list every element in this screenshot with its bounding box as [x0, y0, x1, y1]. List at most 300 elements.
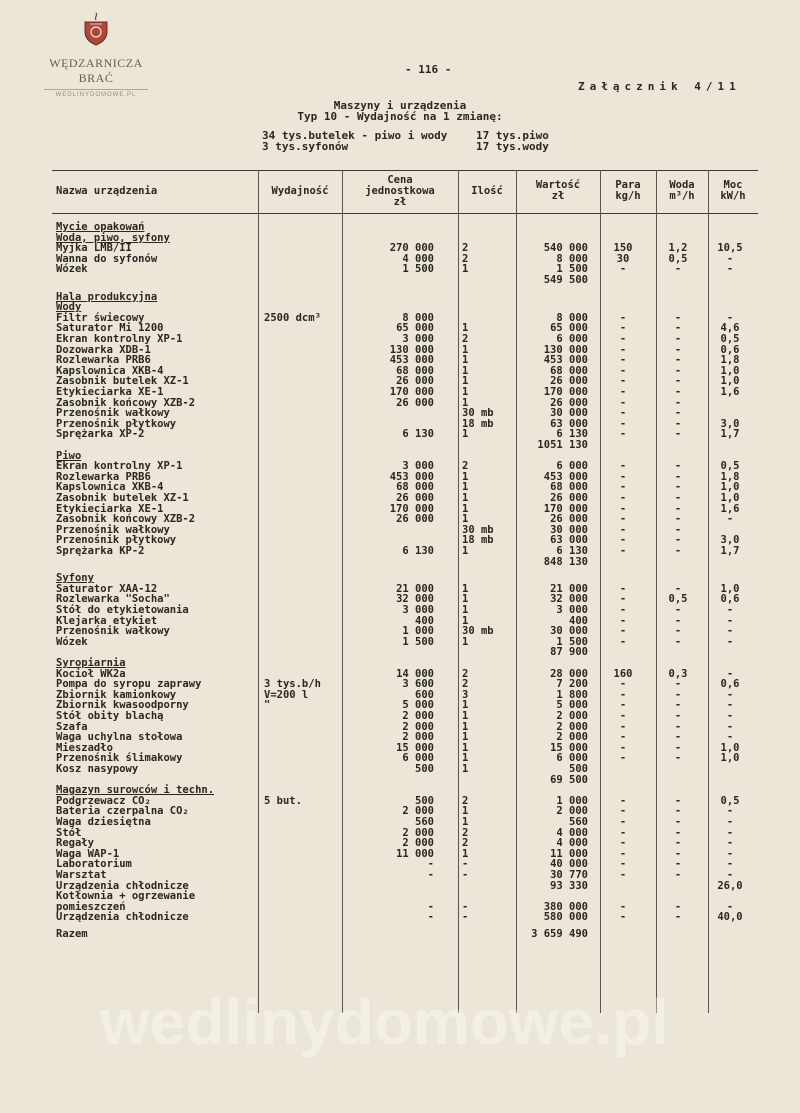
col-header-price: Cena jednostkowa zł [365, 174, 435, 208]
cell-cena: 21 000 [396, 582, 434, 595]
cell-woda: - [674, 470, 682, 483]
cell-name: Stół obity blachą [56, 710, 164, 722]
cell-name: Zasobnik butelek XZ-1 [56, 492, 189, 504]
cell-ilosc: 1 [462, 710, 469, 722]
cell-cena: 453 000 [389, 470, 434, 483]
cell-name: Kosz nasypowy [56, 763, 139, 775]
cell-ilosc: 1 [462, 396, 469, 409]
cell-woda: - [674, 752, 682, 765]
cell-moc: 1,7 [720, 545, 740, 557]
cell-para: 150 [613, 242, 633, 255]
cell-name: Rozlewarka "Socha" [56, 593, 170, 606]
cell-cena: 600 [415, 688, 434, 701]
cell-wartosc: 4 000 [556, 826, 588, 839]
cell-para: - [619, 322, 627, 335]
cell-wartosc: 30 000 [550, 625, 588, 638]
cell-cena: 1 000 [402, 625, 434, 638]
cell-para: - [619, 805, 627, 818]
cell-moc: - [726, 513, 734, 526]
cell-wartosc: 8 000 [556, 252, 588, 265]
cell-para: - [619, 386, 627, 398]
cell-wyd: 2500 dcm³ [264, 311, 321, 324]
cell-cena: 3 000 [402, 604, 434, 616]
cell-cena: 6 130 [402, 545, 434, 557]
cell-cena: 11 000 [396, 847, 434, 860]
cell-moc: 1,0 [720, 492, 740, 504]
cell-moc: - [726, 720, 734, 733]
cell-cena: 2 000 [402, 805, 434, 818]
cell-woda: - [674, 417, 682, 430]
cell-moc: - [726, 635, 734, 648]
cell-name: Mycie opakowań [56, 221, 145, 233]
cell-name: Bateria czerpalna CO₂ [56, 805, 189, 818]
cell-cena: 14 000 [396, 667, 434, 680]
cell-wartosc: 170 000 [543, 502, 588, 515]
cell-name: Zasobnik butelek XZ-1 [56, 375, 189, 388]
crest-icon [81, 12, 111, 46]
cell-woda: - [674, 678, 682, 691]
cell-moc: - [726, 311, 734, 324]
cell-para: - [619, 731, 627, 744]
cell-cena: 68 000 [396, 481, 434, 494]
cell-name: Kapslownica XKB-4 [56, 481, 164, 494]
attachment-label: Załącznik 4/11 [578, 80, 741, 93]
cell-para: - [619, 407, 627, 420]
cell-woda: - [674, 604, 682, 616]
cell-wartosc: 1 500 [556, 635, 588, 648]
page-number: - 116 - [405, 63, 452, 76]
cell-moc: 0,5 [720, 333, 740, 345]
cell-para: - [619, 417, 627, 430]
cell-ilosc: 1 [462, 263, 469, 276]
cell-ilosc: 1 [462, 752, 469, 765]
cell-wartosc: 3 659 490 [531, 928, 588, 940]
cell-ilosc: 2 [462, 333, 469, 345]
cell-para: - [619, 534, 627, 547]
cell-woda: - [674, 545, 682, 557]
cell-ilosc: 2 [462, 678, 469, 691]
cell-wartosc: 26 000 [550, 513, 588, 526]
cell-cena: 26 000 [396, 513, 434, 526]
doc-subtitle: Typ 10 - Wydajność na 1 zmianę: [297, 110, 503, 123]
cell-ilosc: 2 [462, 794, 469, 807]
cell-cena: 270 000 [389, 242, 434, 255]
cell-woda: - [674, 614, 682, 627]
cell-moc: 1,7 [720, 428, 740, 441]
cell-para: - [619, 343, 627, 356]
cell-moc: 40,0 [717, 911, 743, 924]
cell-cena: 6 000 [402, 752, 434, 765]
col-header-steam: Para kg/h [615, 179, 641, 202]
cell-wartosc: 87 900 [550, 646, 588, 659]
cell-para: - [619, 699, 627, 712]
cell-moc: - [726, 847, 734, 860]
cell-name: Kapslownica XKB-4 [56, 364, 164, 377]
cell-moc: 0,6 [720, 593, 740, 606]
cell-moc: - [726, 614, 734, 627]
cell-ilosc: 2 [462, 242, 469, 255]
cell-ilosc: 1 [462, 502, 469, 515]
cell-ilosc: 1 [462, 470, 469, 483]
cell-woda: - [674, 720, 682, 733]
capacity-line-2: 3 tys.syfonów [262, 140, 349, 153]
col-header-qty: Ilość [471, 185, 503, 197]
cell-woda: 0,3 [668, 667, 688, 680]
cell-moc: 1,0 [720, 375, 740, 388]
cell-ilosc: 18 mb [462, 417, 494, 430]
cell-para: - [619, 375, 627, 388]
cell-ilosc: 1 [462, 513, 469, 526]
cell-ilosc: 1 [462, 481, 469, 494]
cell-ilosc: 1 [462, 386, 469, 398]
cell-wartosc: 170 000 [543, 386, 588, 398]
cell-moc: 3,0 [720, 534, 740, 547]
cell-para: - [619, 545, 627, 557]
cell-ilosc: 1 [462, 741, 469, 754]
cell-wartosc: 32 000 [550, 593, 588, 606]
cell-wartosc: 380 000 [543, 900, 588, 913]
cell-woda: - [674, 492, 682, 504]
cell-wartosc: 15 000 [550, 741, 588, 754]
cell-para: - [619, 523, 627, 536]
cell-ilosc: - [462, 900, 469, 913]
cell-wartosc: 21 000 [550, 582, 588, 595]
cell-cena: 26 000 [396, 375, 434, 388]
cell-name: Kocioł WK2a [56, 667, 126, 680]
cell-woda: - [674, 311, 682, 324]
cell-wartosc: 453 000 [543, 354, 588, 367]
cell-ilosc: 1 [462, 699, 469, 712]
cell-cena: 560 [415, 816, 434, 828]
cell-wartosc: 63 000 [550, 417, 588, 430]
cell-ilosc: 1 [462, 343, 469, 356]
cell-wartosc: 11 000 [550, 847, 588, 860]
cell-para: - [619, 354, 627, 367]
cell-woda: - [674, 900, 682, 913]
cell-moc: 0,6 [720, 343, 740, 356]
cell-ilosc: 1 [462, 428, 469, 441]
cell-para: - [619, 688, 627, 701]
cell-wartosc: 30 000 [550, 407, 588, 420]
cell-name: pomieszczeń [56, 900, 126, 913]
cell-wartosc: 2 000 [556, 720, 588, 733]
cell-para: - [619, 826, 627, 839]
cell-cena: - [427, 900, 434, 913]
cell-cena: 130 000 [389, 343, 434, 356]
cell-wartosc: 30 770 [550, 869, 588, 881]
cell-name: Woda, piwo, syfony [56, 231, 170, 244]
table-top-rule [52, 170, 758, 171]
cell-name: Regały [56, 837, 94, 850]
cell-wartosc: 2 000 [556, 710, 588, 722]
cell-name: Pompa do syropu zaprawy [56, 678, 202, 691]
cell-woda: - [674, 731, 682, 744]
cell-moc: - [726, 900, 734, 913]
cell-name: Wózek [56, 263, 88, 276]
col-header-water: Woda m³/h [669, 179, 695, 202]
cell-name: Szafa [56, 720, 88, 733]
cell-moc: - [726, 837, 734, 850]
cell-woda: - [674, 858, 682, 871]
cell-wartosc: 30 000 [550, 523, 588, 536]
cell-woda: - [674, 699, 682, 712]
brand-name: WĘDZARNICZA BRAĆ [49, 56, 143, 85]
cell-para: - [619, 720, 627, 733]
cell-cena: 6 130 [402, 428, 434, 441]
cell-cena: 1 500 [402, 263, 434, 276]
cell-cena: - [427, 858, 434, 871]
cell-woda: - [674, 460, 682, 473]
cell-ilosc: 18 mb [462, 534, 494, 547]
cell-ilosc: 1 [462, 720, 469, 733]
cell-cena: - [427, 911, 434, 924]
cell-cena: 453 000 [389, 354, 434, 367]
cell-moc: - [726, 604, 734, 616]
cell-woda: - [674, 523, 682, 536]
cell-name: Podgrzewacz CO₂ [56, 794, 151, 807]
cell-ilosc: 2 [462, 826, 469, 839]
cell-woda: - [674, 407, 682, 420]
cell-wartosc: 8 000 [556, 311, 588, 324]
cell-moc: 10,5 [717, 242, 743, 255]
cell-cena: 4 000 [402, 252, 434, 265]
cell-moc: - [726, 252, 734, 265]
cell-moc: - [726, 805, 734, 818]
cell-woda: - [674, 911, 682, 924]
cell-moc: - [726, 667, 734, 680]
cell-cena: 68 000 [396, 364, 434, 377]
cell-name: Zbiornik kamionkowy [56, 688, 177, 701]
cell-moc: 1,8 [720, 354, 740, 367]
watermark-text: wedlinydomowe.pl [100, 986, 669, 1058]
cell-name: Saturator XAA-12 [56, 582, 158, 595]
cell-para: - [619, 481, 627, 494]
cell-name: Etykieciarka XE-1 [56, 386, 164, 398]
cell-para: 160 [613, 667, 633, 680]
cell-name: Ekran kontrolny XP-1 [56, 333, 183, 345]
cell-moc: - [726, 826, 734, 839]
cell-ilosc: 2 [462, 460, 469, 473]
cell-cena: 1 500 [402, 635, 434, 648]
capacity-water: 17 tys.wody [476, 140, 549, 153]
cell-woda: - [674, 364, 682, 377]
cell-woda: - [674, 534, 682, 547]
cell-cena: 5 000 [402, 699, 434, 712]
cell-woda: - [674, 333, 682, 345]
cell-name: Dozowarka XDB-1 [56, 343, 151, 356]
cell-cena: - [427, 869, 434, 881]
cell-name: Syfony [56, 572, 94, 585]
cell-ilosc: 1 [462, 805, 469, 818]
cell-name: Etykieciarka XE-1 [56, 502, 164, 515]
cell-wartosc: 28 000 [550, 667, 588, 680]
cell-woda: - [674, 869, 682, 881]
cell-woda: - [674, 816, 682, 828]
cell-woda: - [674, 741, 682, 754]
cell-moc: 1,0 [720, 364, 740, 377]
cell-moc: - [726, 816, 734, 828]
cell-cena: 2 000 [402, 710, 434, 722]
cell-moc: 3,0 [720, 417, 740, 430]
cell-para: - [619, 502, 627, 515]
cell-cena: 15 000 [396, 741, 434, 754]
cell-cena: 32 000 [396, 593, 434, 606]
cell-name: Waga WAP-1 [56, 847, 120, 860]
cell-cena: 2 000 [402, 731, 434, 744]
cell-para: - [619, 752, 627, 765]
cell-woda: - [674, 428, 682, 441]
cell-woda: - [674, 794, 682, 807]
cell-ilosc: 1 [462, 614, 469, 627]
cell-wartosc: 1 500 [556, 263, 588, 276]
cell-para: - [619, 333, 627, 345]
cell-para: - [619, 428, 627, 441]
cell-ilosc: 30 mb [462, 407, 494, 420]
cell-cena: 8 000 [402, 311, 434, 324]
table-header-rule [52, 213, 758, 214]
cell-woda: - [674, 582, 682, 595]
cell-cena: 170 000 [389, 386, 434, 398]
cell-ilosc: 1 [462, 582, 469, 595]
cell-woda: - [674, 513, 682, 526]
cell-name: Piwo [56, 449, 82, 462]
cell-name: Syropiarnia [56, 657, 126, 669]
cell-wartosc: 40 000 [550, 858, 588, 871]
cell-wartosc: 68 000 [550, 364, 588, 377]
cell-ilosc: - [462, 869, 469, 881]
cell-para: - [619, 869, 627, 881]
cell-wartosc: 63 000 [550, 534, 588, 547]
cell-woda: - [674, 837, 682, 850]
cell-woda: - [674, 688, 682, 701]
cell-name: Urządzenia chłodnicze [56, 911, 189, 924]
cell-wyd: V=200 l [264, 688, 309, 701]
cell-moc: - [726, 699, 734, 712]
cell-moc: - [726, 688, 734, 701]
cell-moc: 26,0 [717, 879, 743, 892]
cell-moc: 0,5 [720, 794, 740, 807]
cell-para: - [619, 582, 627, 595]
cell-wartosc: 68 000 [550, 481, 588, 494]
cell-wartosc: 580 000 [543, 911, 588, 924]
cell-cena: 65 000 [396, 322, 434, 335]
cell-cena: 3 600 [402, 678, 434, 691]
cell-wartosc: 69 500 [550, 773, 588, 786]
cell-wartosc: 130 000 [543, 343, 588, 356]
brand-logo [44, 12, 148, 98]
cell-cena: 2 000 [402, 826, 434, 839]
cell-wartosc: 500 [569, 763, 588, 775]
capacity-beer: 17 tys.piwo [476, 129, 549, 142]
cell-moc: - [726, 710, 734, 722]
cell-wartosc: 65 000 [550, 322, 588, 335]
cell-wartosc: 4 000 [556, 837, 588, 850]
cell-wyd: " [264, 699, 271, 712]
cell-ilosc: 3 [462, 688, 469, 701]
cell-para: - [619, 263, 627, 276]
cell-woda: - [674, 710, 682, 722]
cell-woda: - [674, 322, 682, 335]
cell-wartosc: 3 000 [556, 604, 588, 616]
cell-wartosc: 6 000 [556, 460, 588, 473]
cell-para: - [619, 900, 627, 913]
cell-moc: - [726, 625, 734, 638]
cell-cena: 400 [415, 614, 434, 627]
cell-name: Urządzenia chłodnicze [56, 879, 189, 892]
cell-para: - [619, 492, 627, 504]
cell-wartosc: 2 000 [556, 805, 588, 818]
capacity-line-1: 34 tys.butelek - piwo i wody [262, 129, 448, 142]
cell-name: Warsztat [56, 869, 107, 881]
cell-name: Zasobnik końcowy XZB-2 [56, 396, 196, 409]
cell-woda: - [674, 502, 682, 515]
cell-ilosc: 2 [462, 667, 469, 680]
cell-ilosc: 30 mb [462, 625, 494, 638]
cell-name: Stół [56, 826, 82, 839]
cell-woda: - [674, 481, 682, 494]
cell-cena: 2 000 [402, 720, 434, 733]
cell-ilosc: 1 [462, 847, 469, 860]
cell-ilosc: 1 [462, 375, 469, 388]
cell-moc: 1,8 [720, 470, 740, 483]
cell-para: - [619, 614, 627, 627]
cell-woda: - [674, 263, 682, 276]
doc-title: Maszyny i urządzenia [333, 99, 467, 112]
cell-wartosc: 26 000 [550, 396, 588, 409]
cell-woda: - [674, 625, 682, 638]
cell-cena: 26 000 [396, 492, 434, 504]
cell-wartosc: 93 330 [550, 879, 588, 892]
cell-ilosc: - [462, 911, 469, 924]
cell-woda: - [674, 375, 682, 388]
cell-woda: - [674, 354, 682, 367]
cell-name: Wody [56, 301, 82, 314]
cell-woda: 1,2 [668, 242, 688, 255]
cell-ilosc: 1 [462, 492, 469, 504]
cell-name: Przenośnik wałkowy [56, 625, 170, 638]
cell-para: - [619, 911, 627, 924]
cell-moc: - [726, 869, 734, 881]
cell-name: Ekran kontrolny XP-1 [56, 460, 183, 473]
cell-moc: - [726, 731, 734, 744]
cell-name: Kotłownia + ogrzewanie [56, 890, 196, 903]
cell-para: - [619, 847, 627, 860]
cell-name: Saturator Mi 1200 [56, 322, 164, 335]
cell-wartosc: 2 000 [556, 731, 588, 744]
cell-wartosc: 453 000 [543, 470, 588, 483]
brand-url: WEDLINYDOMOWE.PL [55, 92, 137, 98]
cell-name: Wanna do syfonów [56, 252, 158, 265]
cell-name: Mieszadło [56, 741, 113, 754]
cell-name: Sprężarka KP-2 [56, 545, 145, 557]
cell-wartosc: 6 130 [556, 545, 588, 557]
cell-para: - [619, 364, 627, 377]
cell-para: - [619, 396, 627, 409]
cell-name: Przenośnik ślimakowy [56, 752, 183, 765]
cell-cena: 500 [415, 763, 434, 775]
cell-moc: 1,0 [720, 741, 740, 754]
cell-moc: 1,0 [720, 582, 740, 595]
cell-woda: - [674, 805, 682, 818]
cell-para: - [619, 470, 627, 483]
cell-wartosc: 26 000 [550, 375, 588, 388]
cell-name: Razem [56, 928, 88, 940]
cell-para: - [619, 816, 627, 828]
cell-moc: 0,5 [720, 460, 740, 473]
cell-para: - [619, 604, 627, 616]
cell-wartosc: 549 500 [543, 274, 588, 286]
cell-moc: 1,0 [720, 752, 740, 765]
